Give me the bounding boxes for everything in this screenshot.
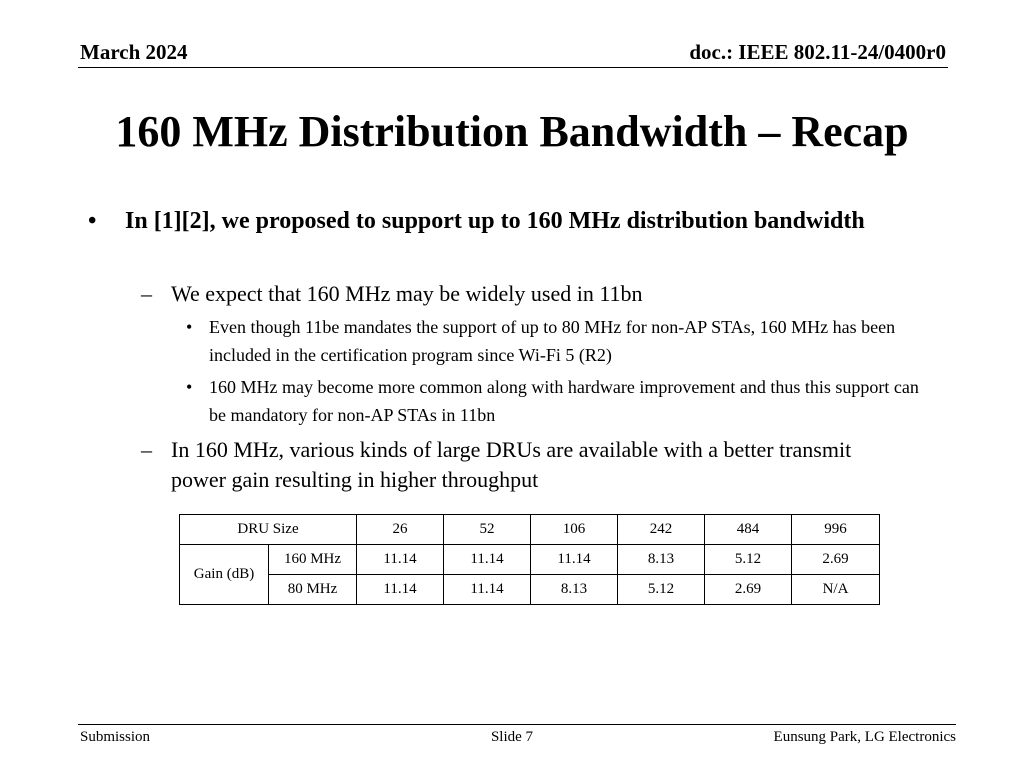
dru-size-header: DRU Size xyxy=(180,515,357,545)
dru-size-cell: 242 xyxy=(618,515,705,545)
gain-value: 11.14 xyxy=(357,575,444,605)
footer-submission: Submission xyxy=(80,729,151,745)
table-row xyxy=(180,575,880,605)
dru-size-cell: 996 xyxy=(792,515,880,545)
gain-value: N/A xyxy=(792,575,880,605)
dru-size-cell: 26 xyxy=(357,515,444,545)
bullet-main xyxy=(88,204,905,238)
bullet-mark: • xyxy=(186,377,193,397)
dru-size-cell: 52 xyxy=(444,515,531,545)
gain-value: 11.14 xyxy=(444,545,531,575)
gain-value: 5.12 xyxy=(618,575,705,605)
footer-author: Eunsung Park, LG Electronics xyxy=(773,729,956,745)
bullet-mark: • xyxy=(186,317,193,337)
table-header-row xyxy=(180,515,880,545)
dru-size-cell: 484 xyxy=(705,515,792,545)
sub-bullet-2 xyxy=(141,435,911,495)
bandwidth-label: 80 MHz xyxy=(269,575,357,605)
sub-sub-bullet-1 xyxy=(186,313,939,369)
slide-title: 160 MHz Distribution Bandwidth – Recap xyxy=(115,107,909,156)
sub-bullet-1 xyxy=(141,279,911,309)
gain-value: 5.12 xyxy=(705,545,792,575)
table-row xyxy=(180,545,880,575)
gain-value: 11.14 xyxy=(531,545,618,575)
bandwidth-label: 160 MHz xyxy=(269,545,357,575)
gain-value: 8.13 xyxy=(531,575,618,605)
gain-label-text: Gain (dB) xyxy=(193,566,255,582)
sub-sub-bullet-2-text: 160 MHz may become more common along with hardware improvement and thus this support can be mandatory for non-AP STAs in 11bn xyxy=(209,377,919,425)
header-doc-id: doc.: IEEE 802.11-24/0400r0 xyxy=(689,40,946,64)
sub-sub-bullet-2 xyxy=(186,373,939,429)
gain-value: 2.69 xyxy=(792,545,880,575)
header-divider xyxy=(78,67,948,68)
dru-size-cell: 106 xyxy=(531,515,618,545)
footer-slide-number: Slide 7 xyxy=(490,729,534,745)
dash-mark: – xyxy=(141,281,152,306)
bullet-main-text: In [1][2], we proposed to support up to 160 MHz distribution bandwidth xyxy=(125,208,865,234)
header-date: March 2024 xyxy=(80,40,188,64)
sub-bullet-1-text: We expect that 160 MHz may be widely used in 11bn xyxy=(171,281,643,306)
dru-gain-table xyxy=(179,514,880,605)
gain-value: 8.13 xyxy=(618,545,705,575)
dash-mark: – xyxy=(141,437,152,462)
gain-value: 11.14 xyxy=(357,545,444,575)
bullet-mark: • xyxy=(88,208,97,234)
sub-sub-bullet-1-text: Even though 11be mandates the support of up to 80 MHz for non-AP STAs, 160 MHz has been included in the certification program since Wi-Fi 5 (R2) xyxy=(209,317,896,365)
sub-bullet-2-text: In 160 MHz, various kinds of large DRUs are available with a better transmit power gain resulting in higher throughput xyxy=(171,437,852,492)
gain-label xyxy=(180,545,269,605)
gain-value: 2.69 xyxy=(705,575,792,605)
gain-value: 11.14 xyxy=(444,575,531,605)
footer-divider xyxy=(78,724,956,725)
